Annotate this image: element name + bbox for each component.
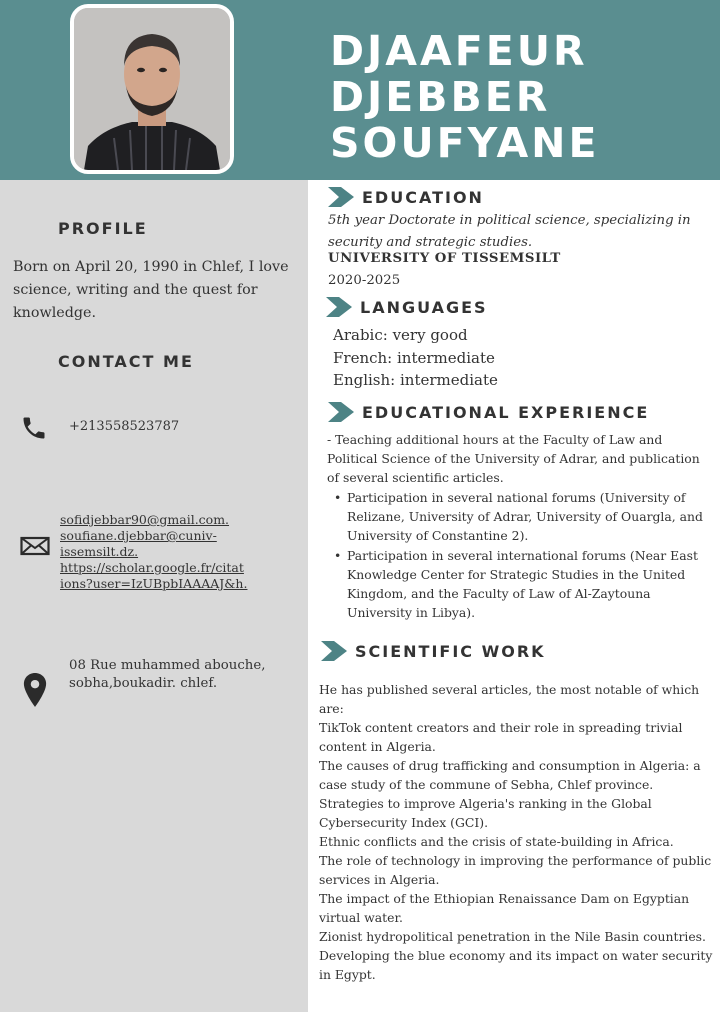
scholar-link-2[interactable]: ions?user=IzUBpbIAAAAJ&h.	[60, 576, 248, 591]
experience-section-header	[328, 401, 649, 423]
phone-icon	[20, 414, 48, 442]
email-link-1[interactable]: sofidjebbar90@gmail.com.	[60, 512, 230, 527]
profile-text: Born on April 20, 1990 in Chlef, I love science, writing and the quest for knowledge.	[13, 259, 289, 321]
name-line-1: DJAAFEUR	[330, 27, 588, 75]
experience-intro: - Teaching additional hours at the Faculty of Law and Political Science of the University of Adrar, and publication of several scientific articles.	[327, 432, 700, 486]
education-degree: 5th year Doctorate in political science, specializing in security and strategic studies.	[328, 213, 691, 250]
scientific-work-section-header	[321, 640, 546, 662]
list-item: Strategies to improve Algeria's ranking in the Global Cybersecurity Index (GCI).	[319, 796, 652, 830]
list-item: The role of technology in improving the performance of public services in Algeria.	[319, 853, 712, 887]
list-item: Zionist hydropolitical penetration in the Nile Basin countries.	[319, 929, 706, 944]
chevron-right-icon	[326, 297, 352, 317]
contact-heading: CONTACT ME	[58, 352, 194, 371]
email-link-3[interactable]: issemsilt.dz.	[60, 544, 139, 559]
list-item: • Participation in several international forums (Near East Knowledge Center for Strategic Studies in the United Kingdom, and the Faculty of Law of Al-Zaytouna University in Libya).	[347, 546, 712, 623]
scientific-work-list	[319, 680, 714, 984]
education-heading: EDUCATION	[362, 187, 484, 207]
full-name	[330, 28, 600, 166]
language-item: English: intermediate	[333, 371, 498, 389]
list-item: The causes of drug trafficking and consumption in Algeria: a case study of the commune of Sebha, Chlef province.	[319, 758, 701, 792]
scientific-work-intro: He has published several articles, the most notable of which are:	[319, 682, 700, 716]
education-years: 2020-2025	[328, 273, 401, 288]
languages-section-header	[326, 296, 488, 318]
profile-photo	[70, 4, 234, 174]
list-item: TikTok content creators and their role in spreading trivial content in Algeria.	[319, 720, 683, 754]
scholar-link-1[interactable]: https://scholar.google.fr/citat	[60, 560, 244, 575]
languages-list	[333, 324, 498, 392]
name-line-2: DJEBBER	[330, 73, 551, 121]
language-item: French: intermediate	[333, 348, 495, 367]
language-item: Arabic: very good	[333, 326, 468, 344]
list-item: The impact of the Ethiopian Renaissance Dam on Egyptian virtual water.	[319, 891, 690, 925]
experience-heading: EDUCATIONAL EXPERIENCE	[362, 402, 650, 422]
address: 08 Rue muhammed abouche, sobha,boukadir. chlef.	[69, 658, 266, 691]
email-link-2[interactable]: soufiane.djebbar@cuniv-	[60, 528, 217, 543]
experience-bullets	[347, 488, 712, 622]
chevron-right-icon	[321, 641, 347, 661]
phone-number[interactable]: +213558523787	[69, 419, 180, 434]
list-item: Developing the blue economy and its impact on water security in Egypt.	[319, 948, 713, 982]
location-pin-icon	[22, 672, 48, 708]
profile-heading: PROFILE	[58, 219, 148, 238]
list-item: • Participation in several national forums (University of Relizane, University of Adrar, University of Ouargla, and University of Constantine 2).	[347, 488, 712, 546]
name-line-3: SOUFYANE	[330, 119, 600, 167]
email-links	[60, 512, 280, 592]
education-university: UNIVERSITY OF TISSEMSILT	[328, 251, 561, 266]
list-item: Ethnic conflicts and the crisis of state-building in Africa.	[319, 834, 674, 849]
languages-heading: LANGUAGES	[360, 297, 488, 317]
chevron-right-icon	[328, 187, 354, 207]
envelope-icon	[20, 532, 50, 560]
chevron-right-icon	[328, 402, 354, 422]
education-section-header	[328, 186, 484, 208]
scientific-work-heading: SCIENTIFIC WORK	[355, 641, 546, 661]
